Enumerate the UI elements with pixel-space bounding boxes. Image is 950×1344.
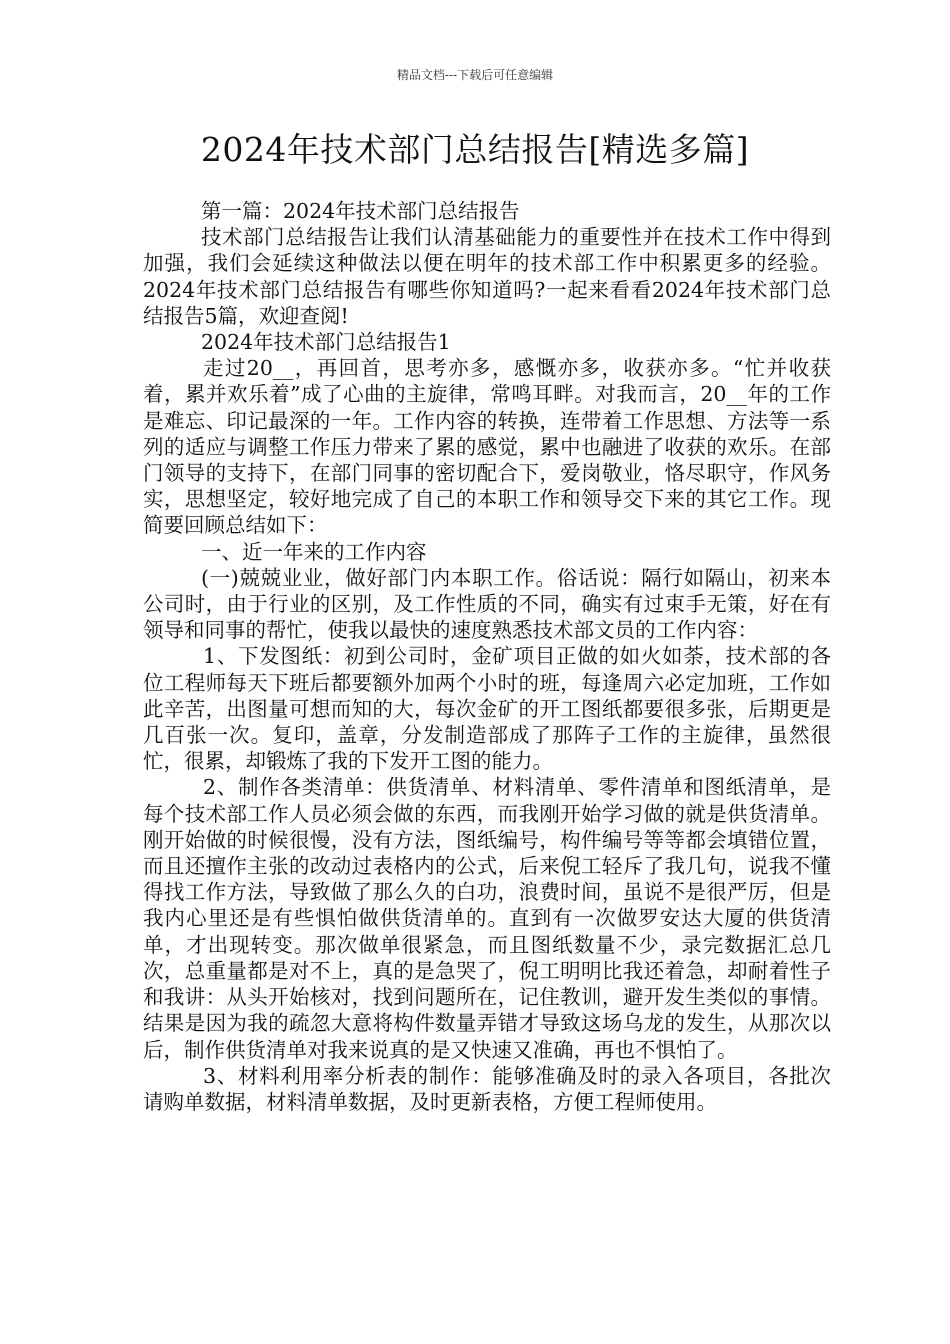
paragraph-3: 2024年技术部门总结报告1 [201,330,451,355]
paragraph-4: 走过20__，再回首，思考亦多，感慨亦多，收获亦多。“忙并收获着，累并欢乐着”成了心曲的主旋律，常鸣耳畔。对我而言，20__年的工作是难忘、印记最深的一年。工作内容的转换，连带着工作思想、方法等一系列的适应与调整工作压力带来了累的感觉，累中也融进了收获的欢乐。在部门领导的支持下，在部门同事的密切配合下，爱岗敬业，恪尽职守，作风务实，思想坚定，较好地完成了自己的本职工作和领导交下来的其它工作。现简要回顾总结如下： [143,356,831,538]
page-header: 精品文档---下载后可任意编辑 [396,68,554,82]
paragraph-9: 3、材料利用率分析表的制作：能够准确及时的录入各项目，各批次请购单数据，材料清单数据，及时更新表格，方便工程师使用。 [143,1063,831,1114]
paragraph-8: 2、制作各类清单：供货清单、材料清单、零件清单和图纸清单，是每个技术部工作人员必须会做的东西，而我刚开始学习做的就是供货清单。刚开始做的时候很慢，没有方法，图纸编号，构件编号等等都会填错位置，而且还擅作主张的改动过表格内的公式，后来倪工轻斥了我几句，说我不懂得找工作方法，导致做了那么久的白功，浪费时间，虽说不是很严厉，但是我内心里还是有些惧怕做供货清单的。直到有一次做罗安达大厦的供货清单，才出现转变。那次做单很紧急，而且图纸数量不少，录完数据汇总几次，总重量都是对不上，真的是急哭了，倪工明明比我还着急，却耐着性子和我讲：从头开始核对，找到问题所在，记住教训，避开发生类似的事情。结果是因为我的疏忽大意将构件数量弄错才导致这场乌龙的发生，从那次以后，制作供货清单对我来说真的是又快速又准确，再也不惧怕了。 [143,775,831,1062]
document-title: 2024年技术部门总结报告[精选多篇] [200,130,750,169]
paragraph-2: 技术部门总结报告让我们认清基础能力的重要性并在技术工作中得到加强，我们会延续这种做法以便在明年的技术部工作中积累更多的经验。2024年技术部门总结报告有哪些你知道吗?一起来看看2024年技术部门总结报告5篇，欢迎查阅! [143,225,831,328]
paragraph-6: (一)兢兢业业，做好部门内本职工作。俗话说：隔行如隔山，初来本公司时，由于行业的区别，及工作性质的不同，确实有过束手无策，好在有领导和同事的帮忙，使我以最快的速度熟悉技术部文员的工作内容： [143,565,831,643]
paragraph-5: 一、近一年来的工作内容 [201,539,427,564]
paragraph-1: 第一篇：2024年技术部门总结报告 [201,199,520,223]
paragraph-7: 1、下发图纸：初到公司时，金矿项目正做的如火如荼，技术部的各位工程师每天下班后都要额外加两个小时的班，每逢周六必定加班，工作如此辛苦，出图量可想而知的大，每次金矿的开工图纸都要很多张，后期更是几百张一次。复印，盖章，分发制造部成了那阵子工作的主旋律，虽然很忙，很累，却锻炼了我的下发开工图的能力。 [143,644,831,774]
document-body [143,198,831,1115]
